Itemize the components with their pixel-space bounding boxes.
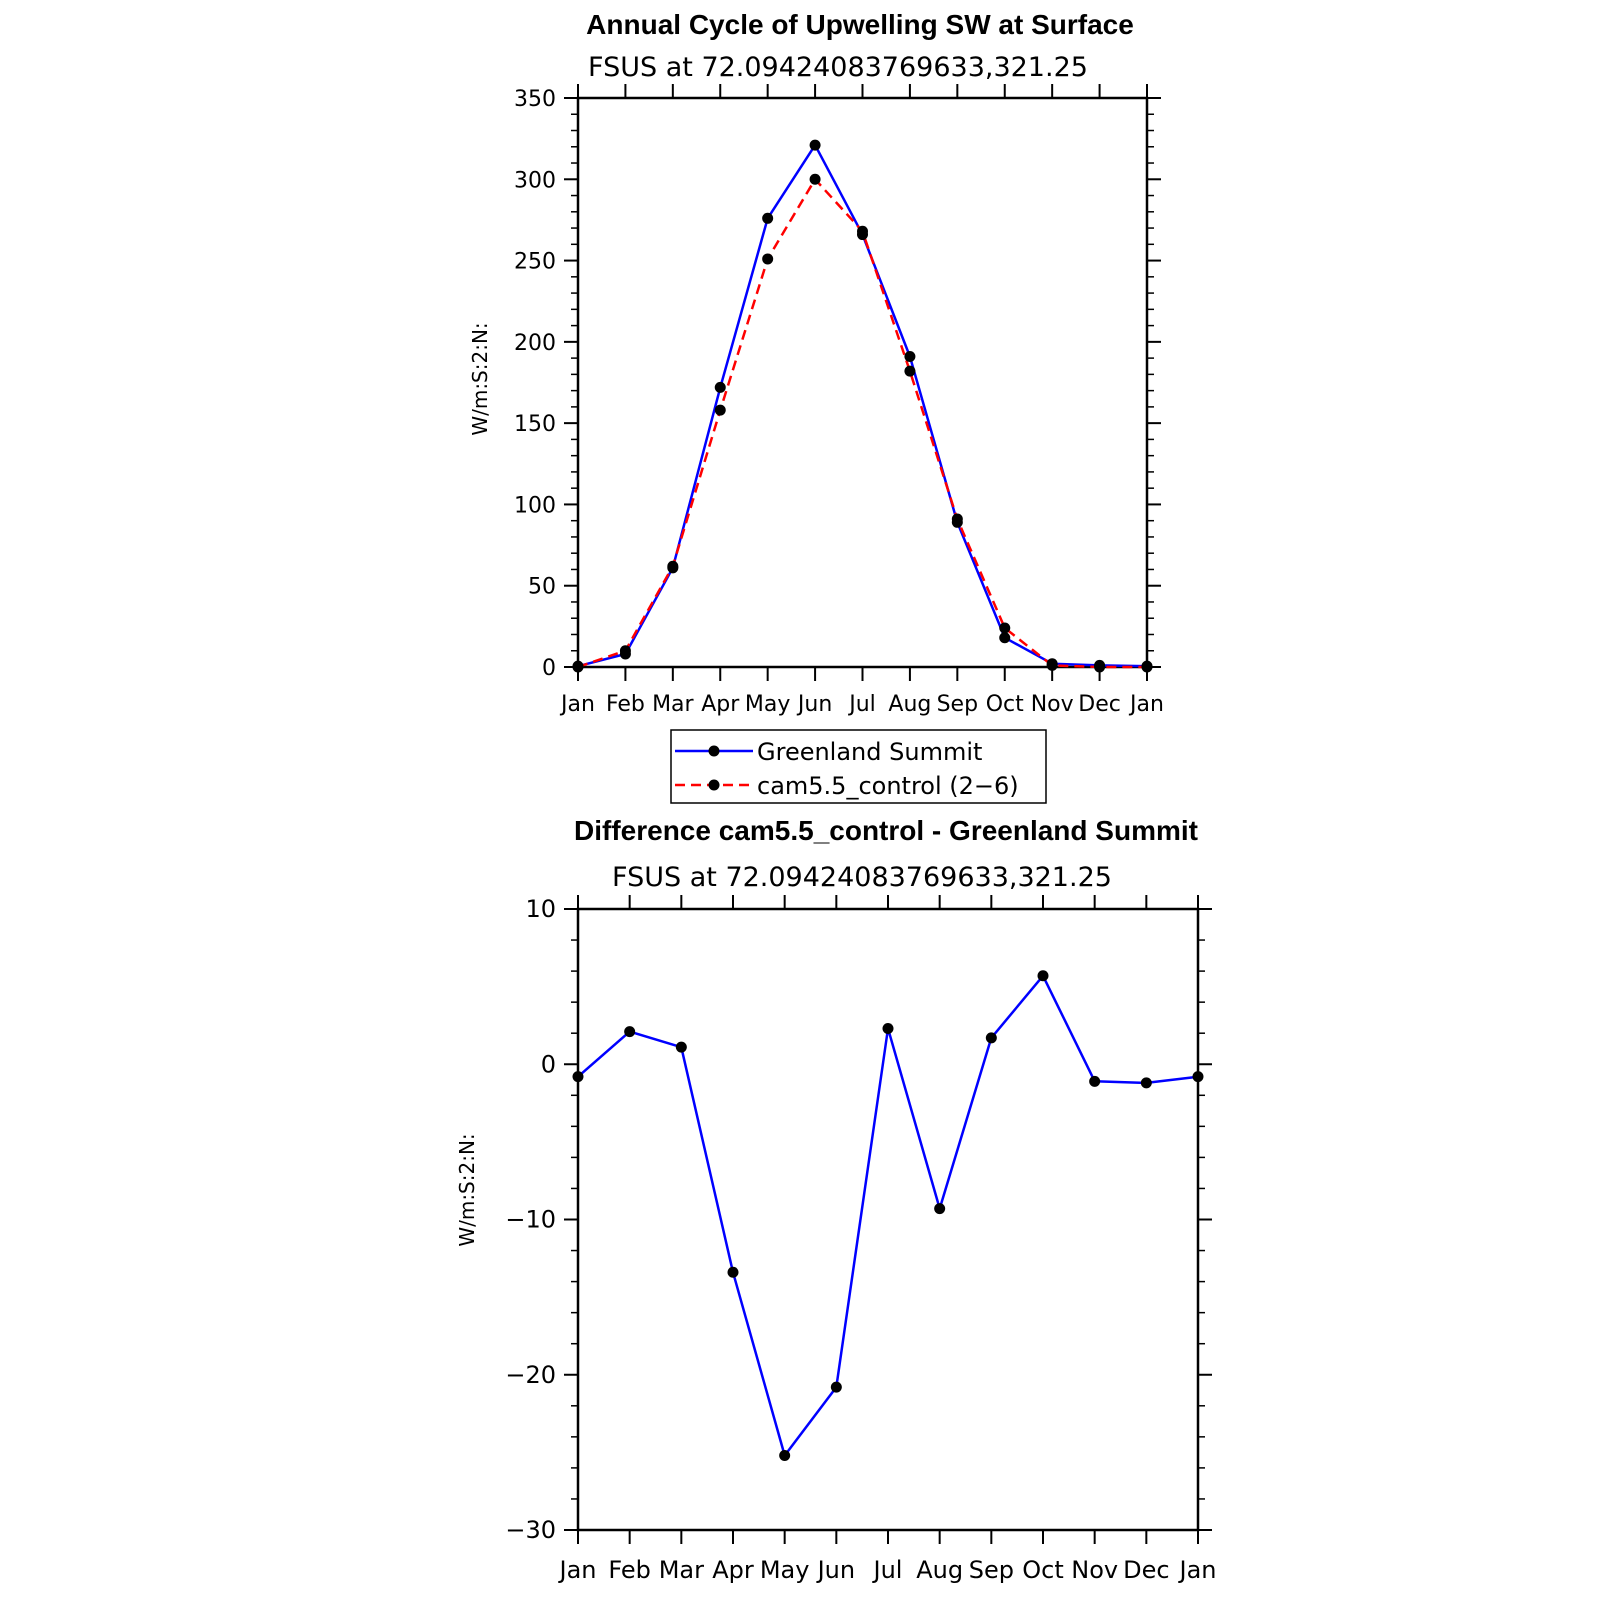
chart1-x-tick-label: Oct — [985, 692, 1024, 717]
legend-label-cam5.5-control: cam5.5_control (2−6) — [757, 772, 1019, 800]
chart2-x-tick-label: Feb — [608, 1556, 651, 1584]
chart2-title: Difference cam5.5_control - Greenland Summit — [574, 815, 1198, 846]
chart1-y-tick-label: 0 — [542, 656, 556, 681]
chart2-series-1-point — [1038, 970, 1049, 981]
chart1-x-tick-label: Aug — [888, 692, 932, 717]
chart1-x-tick-label: Mar — [652, 692, 694, 717]
chart1-series-2-point — [999, 622, 1010, 633]
chart2-subtitle: FSUS at 72.09424083769633,321.25 — [612, 862, 1112, 893]
chart1-x-tick-label: May — [744, 692, 791, 717]
chart2-series-1-point — [831, 1382, 842, 1393]
chart1-title: Annual Cycle of Upwelling SW at Surface — [586, 9, 1134, 40]
chart2-series-1-point — [573, 1071, 584, 1082]
legend-marker-cam5.5-control — [709, 780, 720, 791]
chart2-y-tick-label: 10 — [525, 895, 556, 923]
chart2-series-1-point — [1141, 1077, 1152, 1088]
chart2-series-1-point — [1089, 1076, 1100, 1087]
chart1-series-2-point — [810, 174, 821, 185]
chart1-series-1-point — [762, 213, 773, 224]
chart2-x-tick-label: Apr — [712, 1556, 754, 1584]
chart2-x-tick-label: Aug — [916, 1556, 964, 1584]
chart1-y-tick-label: 350 — [514, 87, 556, 112]
chart1-legend — [671, 730, 1046, 803]
chart2-series-1-point — [779, 1450, 790, 1461]
chart2-y-axis-label: W/m:S:2:N: — [455, 1133, 479, 1247]
chart1-y-tick-label: 200 — [514, 330, 556, 356]
chart1-series-2-point — [1094, 662, 1105, 673]
chart2-x-tick-label: Dec — [1123, 1556, 1170, 1584]
chart1-x-tick-label: Nov — [1030, 692, 1074, 717]
chart2-series-1-point — [986, 1032, 997, 1043]
legend-marker-greenland-summit — [709, 746, 720, 757]
chart1-series-line-1 — [578, 145, 1147, 666]
chart2-y-tick-label: −10 — [505, 1205, 556, 1234]
chart1-y-axis-label: W/m:S:2:N: — [468, 322, 492, 436]
chart2-x-tick-label: Mar — [658, 1556, 704, 1584]
chart1-series-2-point — [762, 253, 773, 264]
chart1-subtitle: FSUS at 72.09424083769633,321.25 — [588, 52, 1088, 83]
chart2-x-tick-label: May — [759, 1556, 810, 1584]
chart1-series-2-point — [1142, 662, 1153, 673]
chart1-x-tick-label: Jan — [561, 692, 595, 717]
chart1-plot-area — [514, 84, 1164, 717]
chart2-series-1-point — [676, 1042, 687, 1053]
chart2-x-tick-label: Oct — [1022, 1556, 1064, 1584]
chart1-series-2-point — [904, 366, 915, 377]
chart2-series-1-point — [883, 1023, 894, 1034]
chart1-series-1-point — [715, 382, 726, 393]
chart2-y-tick-label: −20 — [505, 1360, 556, 1389]
chart1-y-tick-label: 100 — [514, 493, 556, 519]
chart2-x-tick-label: Jan — [1179, 1556, 1217, 1584]
chart2-x-tick-label: Nov — [1071, 1556, 1119, 1584]
chart1-y-tick-label: 300 — [514, 168, 556, 194]
chart2-x-tick-label: Jun — [817, 1556, 856, 1584]
chart2-x-tick-label: Jan — [559, 1556, 597, 1584]
chart1-series-1-point — [810, 140, 821, 151]
chart2-series-line-1 — [578, 976, 1198, 1456]
chart2-y-tick-label: 0 — [540, 1050, 556, 1079]
chart1-x-tick-label: Apr — [701, 692, 740, 717]
chart2-x-tick-label: Jul — [873, 1556, 903, 1584]
chart1-series-2-point — [620, 645, 631, 656]
chart1-series-2-point — [573, 662, 584, 673]
chart1-series-1-point — [999, 632, 1010, 643]
chart2-series-1-point — [934, 1203, 945, 1214]
chart1-x-tick-label: Feb — [605, 692, 645, 717]
chart1-series-line-2 — [578, 179, 1147, 667]
chart2-series-1-point — [728, 1267, 739, 1278]
chart1-x-tick-label: Jun — [797, 692, 833, 717]
chart1-y-tick-label: 250 — [514, 249, 556, 275]
legend-label-greenland-summit: Greenland Summit — [757, 738, 983, 766]
chart1-series-2-point — [952, 514, 963, 525]
chart2-series-1-point — [624, 1026, 635, 1037]
chart1-series-2-point — [857, 226, 868, 237]
chart1-series-2-point — [1047, 660, 1058, 671]
chart1-x-tick-label: Jan — [1130, 692, 1164, 717]
chart2-plot-area — [505, 895, 1216, 1584]
chart2-x-tick-label: Sep — [968, 1556, 1014, 1584]
chart1-series-2-point — [667, 561, 678, 572]
chart2-series-1-point — [1193, 1071, 1204, 1082]
chart1-x-tick-label: Dec — [1078, 692, 1121, 717]
chart1-series-1-point — [904, 351, 915, 362]
chart1-y-tick-label: 150 — [514, 412, 556, 438]
chart1-y-tick-label: 50 — [528, 574, 556, 600]
chart1-x-tick-label: Sep — [936, 692, 979, 717]
chart2-frame — [578, 909, 1198, 1530]
chart1-x-tick-label: Jul — [849, 692, 876, 717]
chart2-y-tick-label: −30 — [505, 1516, 556, 1544]
chart1-series-2-point — [715, 405, 726, 416]
